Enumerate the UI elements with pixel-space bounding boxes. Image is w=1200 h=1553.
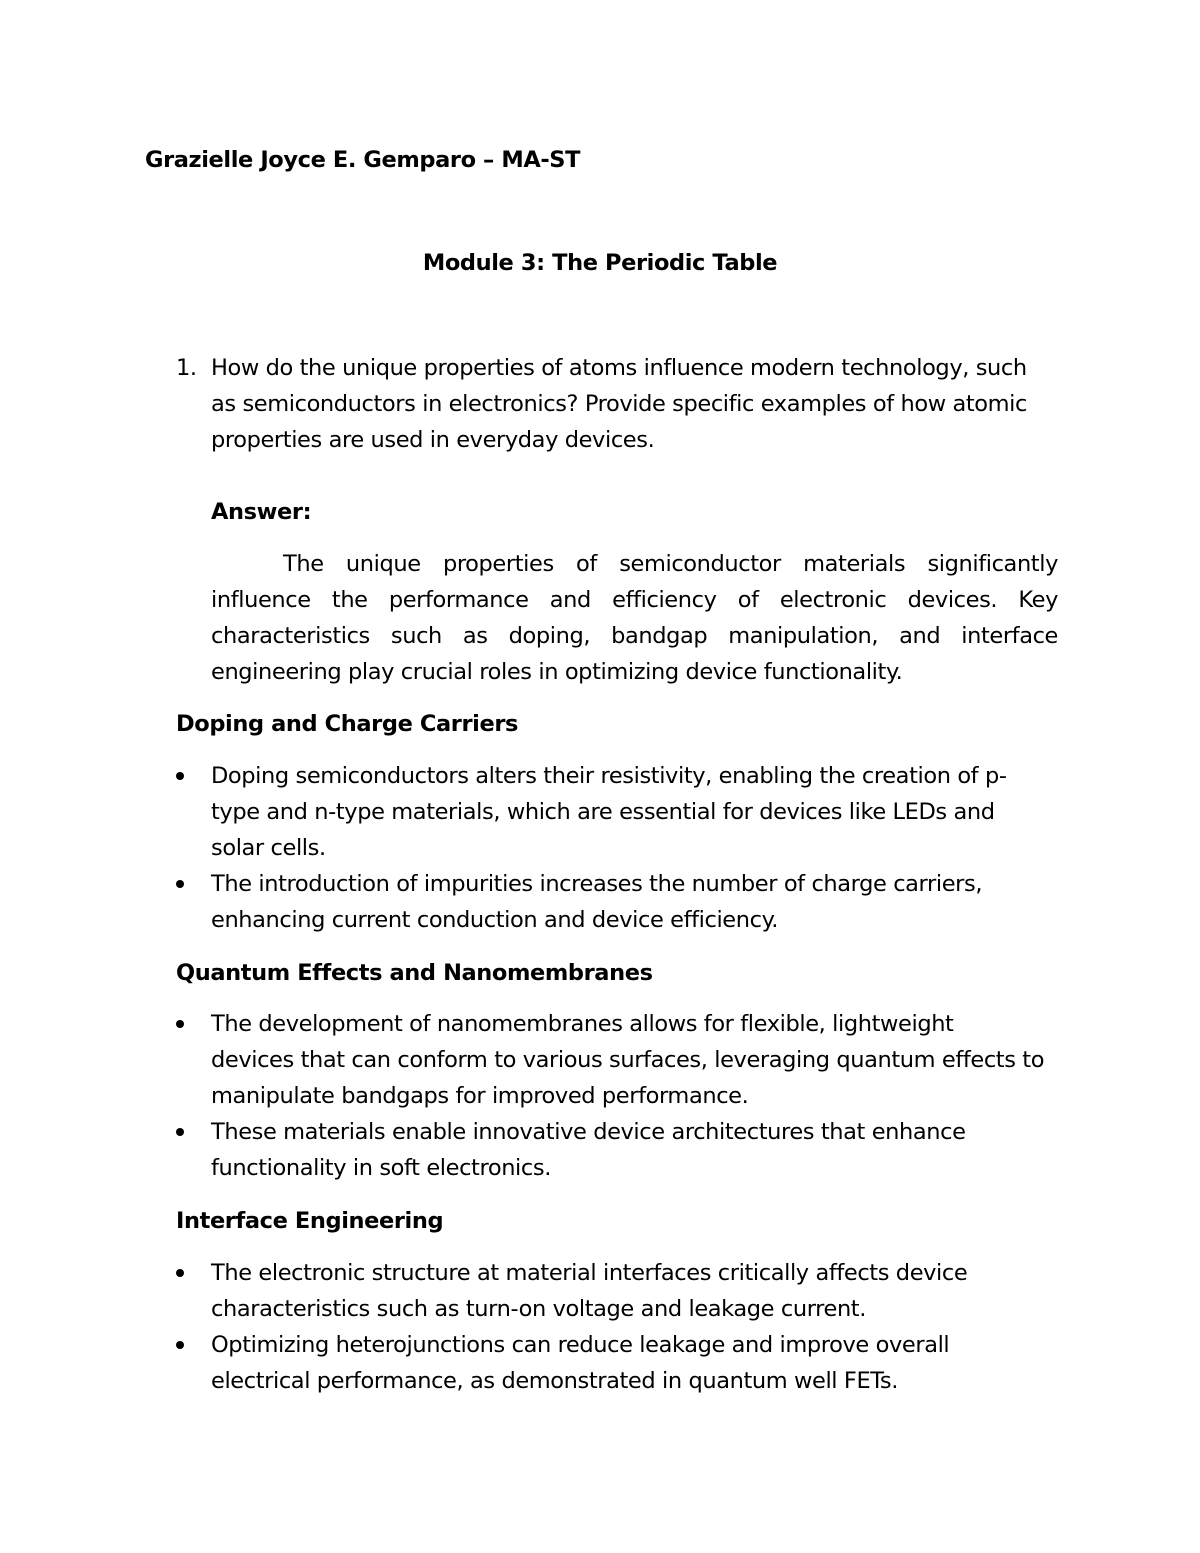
bullet-line: devices that can conform to various surfaces, leveraging quantum effects to bbox=[211, 1047, 1045, 1073]
bullet-dot bbox=[176, 1128, 184, 1136]
bullet-line: enhancing current conduction and device efficiency. bbox=[211, 907, 779, 933]
bullet-line: Doping semiconductors alters their resistivity, enabling the creation of p- bbox=[211, 763, 1007, 789]
bullet-line: manipulate bandgaps for improved performance. bbox=[211, 1083, 749, 1109]
bullet-line: type and n-type materials, which are essential for devices like LEDs and bbox=[211, 799, 995, 825]
answer-label: Answer: bbox=[211, 499, 312, 525]
bullet-dot bbox=[176, 1341, 184, 1349]
bullet-item bbox=[176, 1114, 1076, 1186]
question-number: 1. bbox=[176, 355, 197, 381]
bullet-list-interface bbox=[176, 1255, 1076, 1399]
bullet-dot bbox=[176, 1269, 184, 1277]
bullet-item bbox=[176, 1255, 1076, 1327]
bullet-item bbox=[176, 758, 1076, 866]
bullet-line: The development of nanomembranes allows for flexible, lightweight bbox=[211, 1011, 954, 1037]
answer-line: characteristics such as doping, bandgap manipulation, and interface bbox=[211, 623, 1058, 649]
bullet-line: electrical performance, as demonstrated in quantum well FETs. bbox=[211, 1368, 898, 1394]
question-text bbox=[211, 350, 1061, 458]
answer-paragraph bbox=[211, 546, 1058, 690]
section-heading-doping: Doping and Charge Carriers bbox=[176, 711, 519, 737]
bullet-line: solar cells. bbox=[211, 835, 326, 861]
bullet-line: characteristics such as turn-on voltage and leakage current. bbox=[211, 1296, 866, 1322]
author-line: Grazielle Joyce E. Gemparo – MA-ST bbox=[145, 147, 581, 173]
bullet-line: The electronic structure at material interfaces critically affects device bbox=[211, 1260, 968, 1286]
answer-line: The unique properties of semiconductor materials significantly bbox=[283, 551, 1058, 577]
bullet-item bbox=[176, 1006, 1076, 1114]
bullet-dot bbox=[176, 880, 184, 888]
bullet-list-doping bbox=[176, 758, 1076, 938]
bullet-dot bbox=[176, 1020, 184, 1028]
bullet-list-quantum bbox=[176, 1006, 1076, 1186]
section-heading-interface: Interface Engineering bbox=[176, 1208, 444, 1234]
question-line: properties are used in everyday devices. bbox=[211, 427, 655, 453]
answer-line: engineering play crucial roles in optimizing device functionality. bbox=[211, 659, 903, 685]
bullet-item bbox=[176, 866, 1076, 938]
bullet-dot bbox=[176, 772, 184, 780]
module-title: Module 3: The Periodic Table bbox=[422, 250, 778, 276]
answer-line: influence the performance and efficiency of electronic devices. Key bbox=[211, 587, 1058, 613]
bullet-line: Optimizing heterojunctions can reduce leakage and improve overall bbox=[211, 1332, 950, 1358]
question-line: as semiconductors in electronics? Provide specific examples of how atomic bbox=[211, 391, 1027, 417]
question-line: How do the unique properties of atoms influence modern technology, such bbox=[211, 355, 1027, 381]
section-heading-quantum: Quantum Effects and Nanomembranes bbox=[176, 960, 653, 986]
bullet-line: functionality in soft electronics. bbox=[211, 1155, 551, 1181]
bullet-line: The introduction of impurities increases the number of charge carriers, bbox=[211, 871, 983, 897]
bullet-line: These materials enable innovative device architectures that enhance bbox=[211, 1119, 966, 1145]
bullet-item bbox=[176, 1327, 1076, 1399]
